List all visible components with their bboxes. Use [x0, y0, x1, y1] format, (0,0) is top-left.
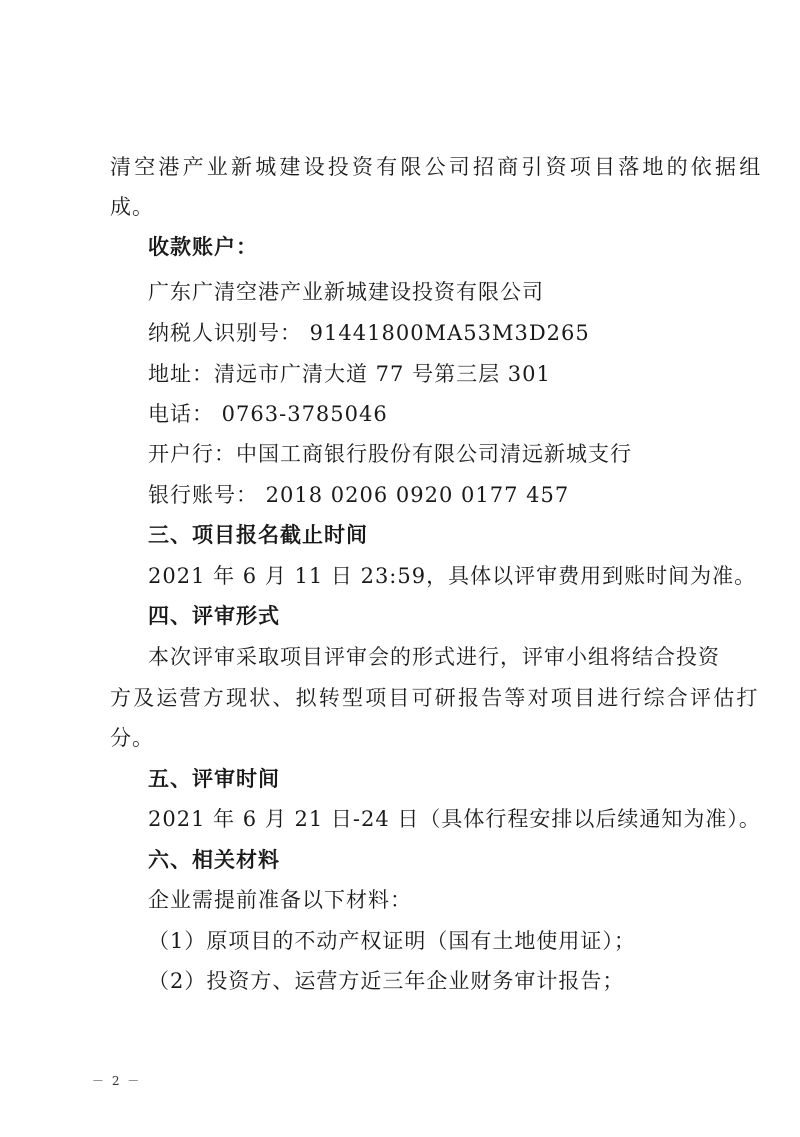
list-item: （2）投资方、运营方近三年企业财务审计报告； — [148, 969, 625, 993]
section-heading: 五、评审时间 — [148, 767, 280, 791]
section-text: 2021 年 6 月 21 日-24 日（具体行程安排以后续通知为准）。 — [148, 807, 761, 831]
account-number: 银行账号： 2018 0206 0920 0177 457 — [148, 483, 570, 507]
paragraph-line: 方及运营方现状、拟转型项目可研报告等对项目进行综合评估打 — [110, 686, 760, 710]
section-text: 2021 年 6 月 11 日 23:59，具体以评审费用到账时间为准。 — [148, 564, 757, 588]
section-heading: 三、项目报名截止时间 — [148, 523, 368, 547]
account-heading: 收款账户： — [148, 235, 258, 259]
page-number: － 2 － — [92, 1074, 142, 1088]
section-heading: 六、相关材料 — [148, 848, 280, 872]
paragraph-line: 成。 — [110, 195, 154, 219]
paragraph-line: 本次评审采取项目评审会的形式进行，评审小组将结合投资 — [148, 645, 720, 669]
section-text: 企业需提前准备以下材料： — [148, 888, 412, 912]
account-taxid: 纳税人识别号： 91441800MA53M3D265 — [148, 321, 590, 345]
paragraph-line: 清空港产业新城建设投资有限公司招商引资项目落地的依据组 — [110, 155, 764, 179]
section-heading: 四、评审形式 — [148, 604, 280, 628]
account-bank: 开户行：中国工商银行股份有限公司清远新城支行 — [148, 442, 632, 466]
list-item: （1）原项目的不动产权证明（国有土地使用证）； — [148, 929, 636, 953]
account-address: 地址：清远市广清大道 77 号第三层 301 — [148, 362, 551, 386]
account-phone: 电话： 0763-3785046 — [148, 402, 388, 426]
account-company: 广东广清空港产业新城建设投资有限公司 — [148, 280, 544, 304]
paragraph-line: 分。 — [110, 726, 154, 750]
